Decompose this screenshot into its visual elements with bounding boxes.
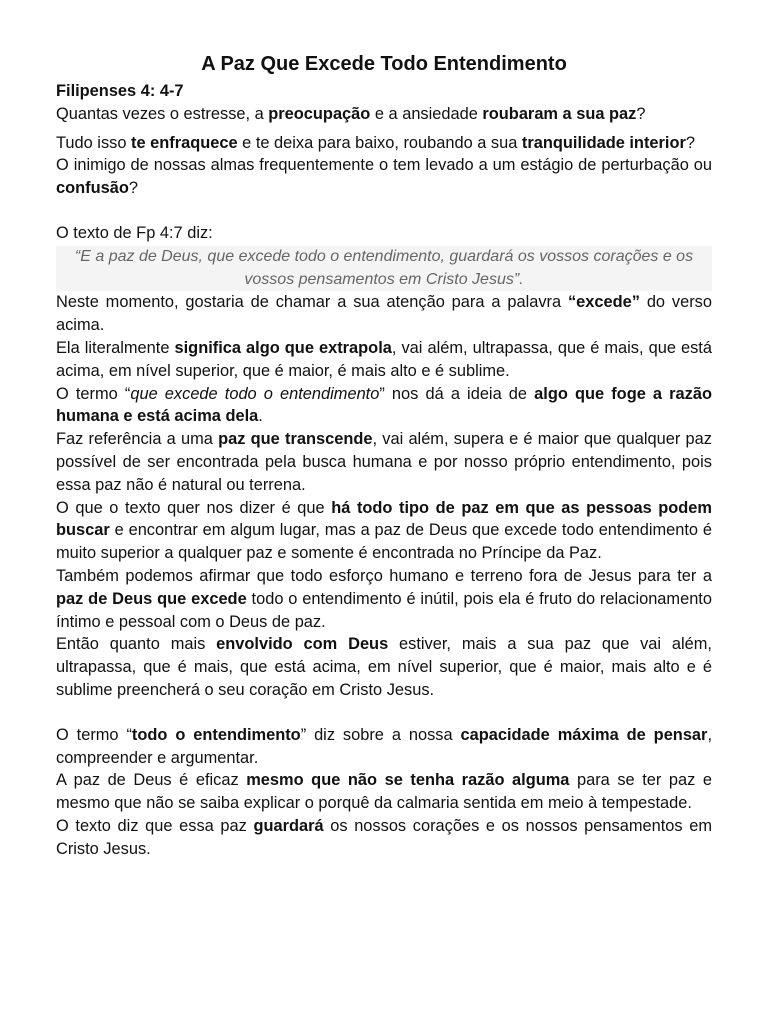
text: para se ter paz e mesmo que não se saiba explicar o porquê da calmaria sentida em meio à tempestade. (56, 771, 712, 813)
scripture-reference: Filipenses 4: 4-7 (56, 82, 184, 100)
text: ? (128, 179, 138, 198)
bold-text: todo o entendimento (131, 725, 301, 744)
text: e te deixa para baixo, roubando a sua (237, 133, 522, 152)
text: os nossos corações e os nossos pensamentos em Cristo Jesus. (56, 816, 712, 858)
paragraph-3 (56, 154, 712, 200)
paragraph-8 (56, 428, 712, 496)
text: e encontrar em algum lugar, mas a paz de Deus que excede todo entendimento é muito superior a qualquer paz e somente é encontrada no Príncipe da Paz. (56, 521, 712, 563)
paragraph-4 (56, 222, 712, 245)
paragraph-6 (56, 337, 712, 383)
page-title: A Paz Que Excede Todo Entendimento (201, 53, 567, 75)
bold-text: preocupação (268, 104, 371, 123)
paragraph-7 (56, 383, 712, 429)
text: todo o entendimento é inútil, pois ela é fruto do relacionamento íntimo e pessoal com o Deus de paz. (56, 589, 712, 631)
text: O texto de Fp 4:7 diz: (56, 223, 213, 242)
text: O termo “ (56, 384, 131, 403)
bold-text: algo que foge a razão humana e está acima dela (56, 384, 712, 426)
text: O que o texto quer nos dizer é que (56, 498, 332, 517)
bold-text: envolvido com Deus (216, 635, 389, 654)
bold-text: roubaram a sua paz (482, 104, 637, 123)
paragraph-14 (56, 815, 712, 861)
bold-text: tranquilidade interior (521, 133, 686, 152)
bold-text: guardará (253, 816, 324, 835)
text: ? (685, 133, 695, 152)
paragraph-12 (56, 724, 712, 770)
bold-text: paz de Deus que excede (56, 589, 247, 608)
text: . (258, 407, 263, 426)
text: O termo “ (56, 725, 132, 744)
text: e a ansiedade (370, 104, 483, 123)
text: , vai além, supera e é maior que qualquer paz possível de ser encontrada pela busca humana e por nosso próprio entendimento, pois essa paz não é natural ou terrena. (56, 430, 712, 494)
scripture-quote: “E a paz de Deus, que excede todo o entendimento, guardará os vossos corações e os vossos pensamentos em Cristo Jesus”. (56, 246, 712, 292)
paragraph-2 (56, 132, 712, 155)
text: Tudo isso (56, 133, 132, 152)
bold-text: “excede” (567, 293, 640, 312)
text: Ela literalmente (56, 338, 175, 357)
text: Então quanto mais (56, 635, 217, 654)
text: O inimigo de nossas almas frequentemente o tem levado a um estágio de perturbação ou (56, 156, 712, 175)
text: A paz de Deus é eficaz (56, 771, 247, 790)
paragraph-11 (56, 633, 712, 701)
text: , compreender e argumentar. (56, 725, 712, 767)
text: Neste momento, gostaria de chamar a sua atenção para a palavra (56, 293, 568, 312)
bold-text: há todo tipo de paz em que as pessoas podem buscar (56, 498, 712, 540)
text: Quantas vezes o estresse, a (56, 104, 269, 123)
bold-text: mesmo que não se tenha razão alguma (246, 771, 570, 790)
bold-text: capacidade máxima de pensar (460, 725, 708, 744)
text: ” diz sobre a nossa (300, 725, 461, 744)
text: Faz referência a uma (56, 430, 219, 449)
text: do verso acima. (56, 293, 712, 335)
paragraph-9 (56, 497, 712, 565)
bold-text: confusão (56, 179, 129, 198)
italic-text: que excede todo o entendimento (130, 384, 380, 403)
text: estiver, mais a sua paz que vai além, ultrapassa, que é mais, que está acima, em nível superior, que é maior, mais alto e é sublime preencherá o seu coração em Cristo Jesus. (56, 635, 712, 699)
paragraph-13 (56, 769, 712, 815)
paragraph-10 (56, 565, 712, 633)
bold-text: significa algo que extrapola (174, 338, 392, 357)
text: O texto diz que essa paz (56, 816, 254, 835)
text: ? (636, 104, 646, 123)
text: , vai além, ultrapassa, que é mais, que está acima, em nível superior, que é maior, é mais alto e é sublime. (56, 338, 712, 380)
text: Também podemos afirmar que todo esforço humano e terreno fora de Jesus para ter a (56, 566, 712, 585)
text: ” nos dá a ideia de (379, 384, 535, 403)
bold-text: paz que transcende (218, 430, 373, 449)
paragraph-5 (56, 291, 712, 337)
bold-text: te enfraquece (131, 133, 238, 152)
paragraph-1 (56, 103, 712, 126)
